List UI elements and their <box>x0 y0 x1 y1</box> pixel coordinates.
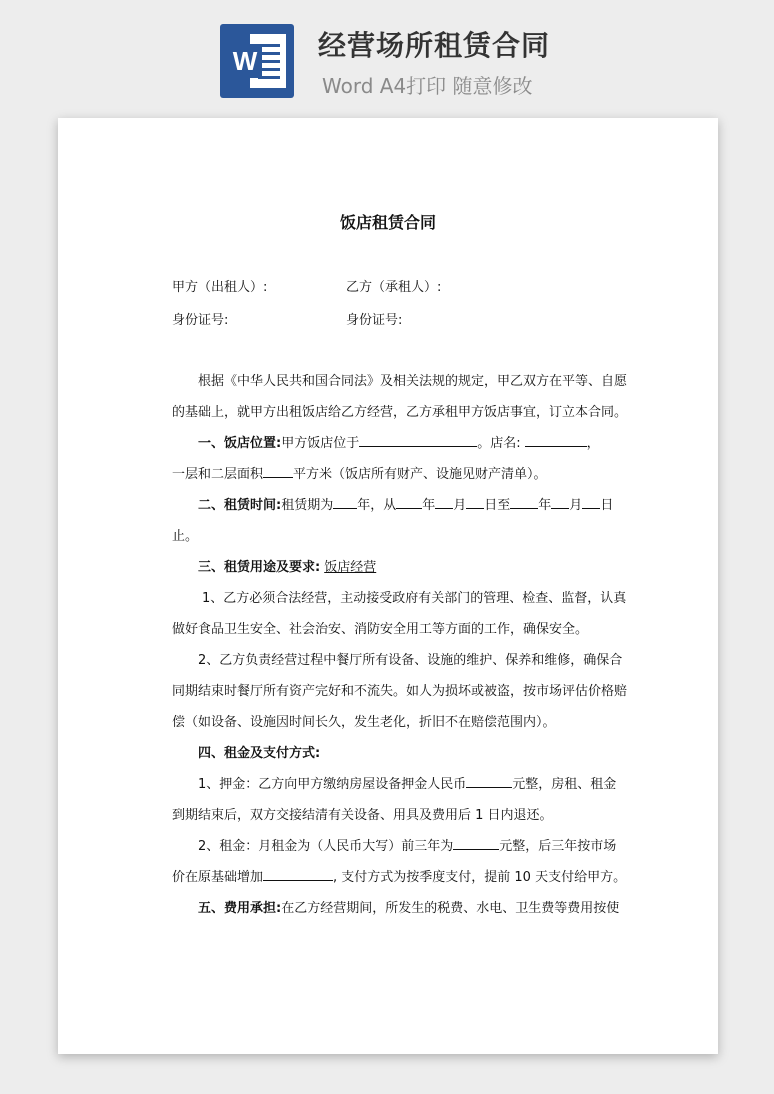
word-icon <box>220 24 294 98</box>
intro-line-2: 的基础上，就甲方出租饭店给乙方经营，乙方承租甲方饭店事宜，订立本合同。 <box>172 405 628 420</box>
section-1-text-b: 。店名: <box>477 436 521 451</box>
intro-paragraph <box>172 366 628 924</box>
address-blank <box>359 432 477 447</box>
section-3-value: 饭店经营 <box>324 560 377 575</box>
section-2-line-2: 止。 <box>172 529 199 544</box>
section-4-item-1-line-2: 到期结束后，双方交接结清有关设备、用具及费用后 1 日内退还。 <box>172 808 553 823</box>
end-day-blank <box>582 494 600 509</box>
deposit-blank <box>466 773 512 788</box>
banner <box>0 0 774 110</box>
section-2-text-a: 租赁期为 <box>281 498 334 513</box>
section-4-item-2-text-a: 2、租金：月租金为（人民币大写）前三年为 <box>198 839 454 854</box>
section-1-heading: 一、饭店位置: <box>198 436 282 451</box>
rent-blank <box>453 835 499 850</box>
intro-line-1: 根据《中华人民共和国合同法》及相关法规的规定，甲乙双方在平等、自愿 <box>198 374 628 389</box>
party-b-label: 乙方（承租人）: <box>346 280 442 295</box>
section-3-item-2-line-2: 同期结束时餐厅所有资产完好和不流失。如人为损坏或被盗，按市场评估价格赔 <box>172 684 628 699</box>
section-1-text-e: 平方米（饭店所有财产、设施见财产清单）。 <box>293 467 547 482</box>
section-4-heading: 四、租金及支付方式: <box>198 746 321 761</box>
section-3-item-2-line-1: 2、乙方负责经营过程中餐厅所有设备、设施的维护、保养和维修，确保合 <box>198 653 623 668</box>
id-b-label: 身份证号: <box>346 313 403 328</box>
section-2-text-c: 年 <box>422 498 436 513</box>
section-1-line-1 <box>172 428 602 459</box>
section-2-text-e: 日至 <box>484 498 511 513</box>
section-4-item-1-text-a: 1、押金：乙方向甲方缴纳房屋设备押金人民币 <box>198 777 467 792</box>
document-page <box>58 118 718 1054</box>
section-2-text-f: 年 <box>538 498 552 513</box>
document-title: 饭店租赁合同 <box>339 213 436 232</box>
section-1-text-d: 一层和二层面积 <box>172 467 264 482</box>
increase-blank <box>263 866 333 881</box>
section-2-heading: 二、租赁时间: <box>198 498 282 513</box>
section-5-line-1 <box>172 893 620 924</box>
section-2-text-h: 日 <box>600 498 614 513</box>
section-4-item-2-line-1 <box>172 831 617 862</box>
id-a-label: 身份证号: <box>172 313 229 328</box>
section-4-item-1-text-b: 元整，房租、租金 <box>512 777 617 792</box>
section-3-item-1-line-1: 1、乙方必须合法经营，主动接受政府有关部门的管理、检查、监督，认真 <box>202 591 627 606</box>
start-day-blank <box>466 494 484 509</box>
section-4-item-2-text-b: 元整，后三年按市场 <box>499 839 617 854</box>
section-4-item-1-line-1 <box>172 769 617 800</box>
section-2-text-b: 年，从 <box>357 498 397 513</box>
section-1-text-c: ， <box>586 436 600 451</box>
section-4-item-2-text-c: 价在原基础增加 <box>172 870 264 885</box>
section-3-item-1-line-2: 做好食品卫生安全、社会治安、消防安全用工等方面的工作，确保安全。 <box>172 622 589 637</box>
start-month-blank <box>435 494 453 509</box>
section-5-text: 在乙方经营期间，所发生的税费、水电、卫生费等费用按使 <box>281 901 620 916</box>
section-4-item-2-text-d: , 支付方式为按季度支付，提前 10 天支付给甲方。 <box>333 870 627 885</box>
banner-title: 经营场所租赁合同 <box>318 29 551 62</box>
section-3-item-2-line-3: 偿（如设备、设施因时间长久，发生老化，折旧不在赔偿范围内）。 <box>172 715 556 730</box>
banner-subtitle: Word A4打印 随意修改 <box>322 74 533 98</box>
end-month-blank <box>551 494 569 509</box>
start-year-blank <box>396 494 422 509</box>
section-3-heading-line <box>172 552 602 583</box>
area-blank <box>263 463 293 478</box>
years-blank <box>333 494 357 509</box>
party-a-label: 甲方（出租人）: <box>172 280 268 295</box>
word-letter: W <box>228 44 262 78</box>
section-3-heading: 三、租赁用途及要求: <box>198 560 321 575</box>
section-2-line-1 <box>172 490 614 521</box>
store-name-blank <box>525 432 587 447</box>
section-1-line-2 <box>172 459 602 490</box>
section-5-heading: 五、费用承担: <box>198 901 282 916</box>
section-1-text-a: 甲方饭店位于 <box>281 436 360 451</box>
section-2-text-g: 月 <box>569 498 583 513</box>
end-year-blank <box>510 494 538 509</box>
section-2-text-d: 月 <box>453 498 467 513</box>
section-4-item-2-line-2 <box>172 862 627 893</box>
